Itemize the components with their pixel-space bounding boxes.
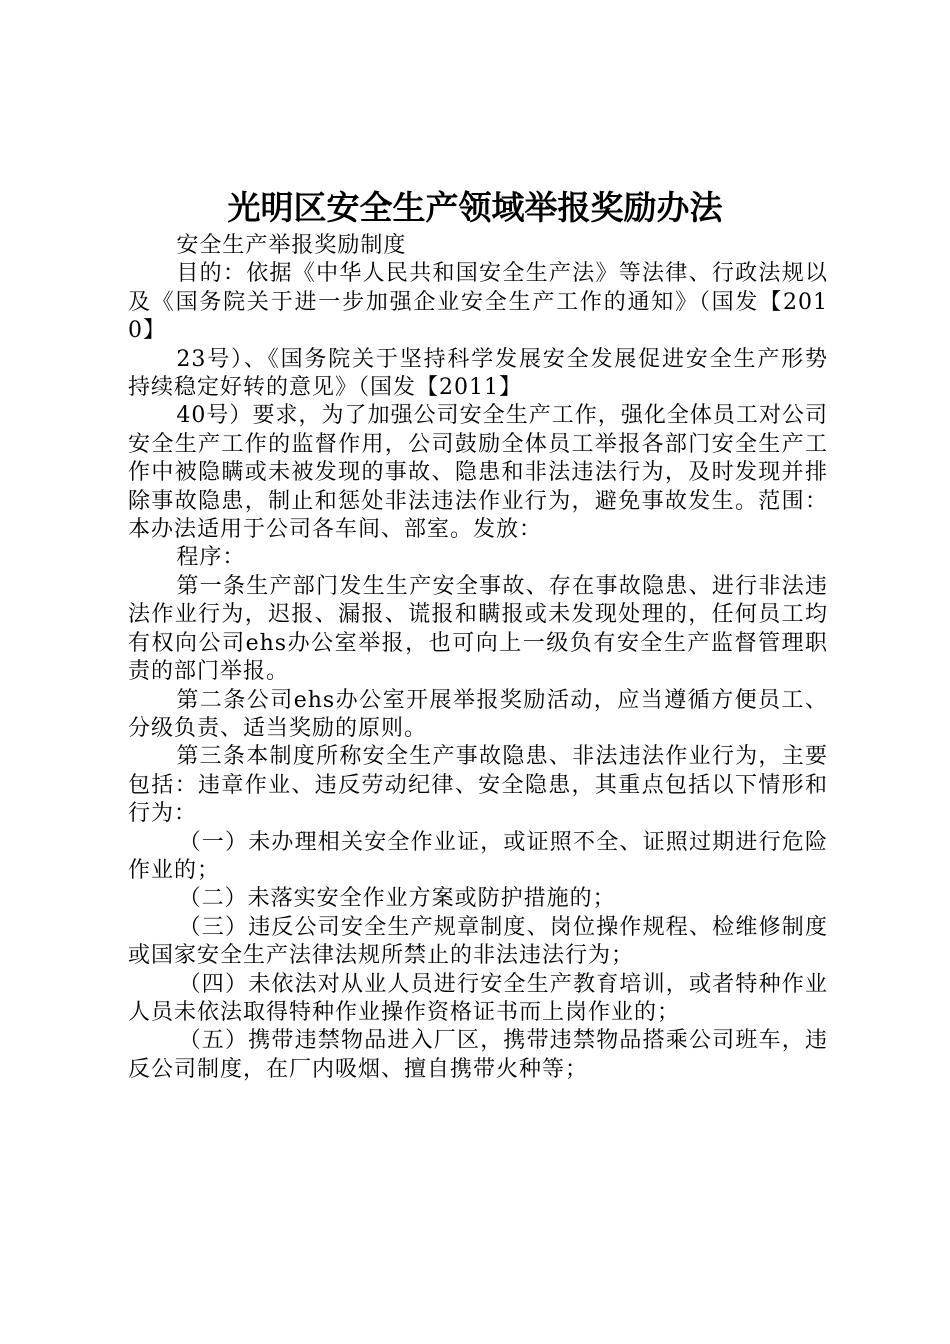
paragraph-subtitle: 安全生产举报奖励制度 [176,233,407,258]
list-item-5: （五）携带违禁物品进入厂区，携带违禁物品搭乘公司班车，违反公司制度，在厂内吸烟、擅自携带火种等； [128,1028,828,1082]
list-item-3: （三）违反公司安全生产规章制度、岗位操作规程、检维修制度或国家安全生产法律法规所禁止的非法违法行为； [128,914,828,969]
paragraph-article-3: 第三条本制度所称安全生产事故隐患、非法违法作业行为，主要包括：违章作业、违反劳动纪律、安全隐患，其重点包括以下情形和行为： [128,744,828,827]
list-item-2: （二）未落实安全作业方案或防护措施的； [178,886,616,912]
paragraph-purpose-cont-1: 23号）、《国务院关于坚持科学发展安全发展促进安全生产形势持续稳定好转的意见》（国发【2011】 [128,346,828,401]
paragraph-purpose: 目的：依据《中华人民共和国安全生产法》等法律、行政法规以及《国务院关于进一步加强企业安全生产工作的通知》（国发【2010】 [128,261,828,344]
paragraph-article-1: 第一条生产部门发生生产安全事故、存在事故隐患、进行非法违法作业行为，迟报、漏报、谎报和瞒报或未发现处理的，任何员工均有权向公司ehs办公室举报，也可向上一级负有安全生产监督管理职责的部门举报。 [128,573,828,685]
document-body [128,232,828,1084]
document-title: 光明区安全生产领域举报奖励办法 [227,188,723,227]
paragraph-procedure: 程序： [176,545,246,571]
list-item-4: （四）未依法对从业人员进行安全生产教育培训，或者特种作业人员未依法取得特种作业操作资格证书而上岗作业的； [128,971,828,1025]
paragraph-purpose-cont-2: 40号）要求，为了加强公司安全生产工作，强化全体员工对公司安全生产工作的监督作用，公司鼓励全体员工举报各部门安全生产工作中被隐瞒或未被发现的事故、隐患和非法违法行为，及时发现并排除事故隐患，制止和惩处非法违法作业行为，避免事故发生。范围：本办法适用于公司各车间、部室。发放： [128,403,828,543]
list-item-1: （一）未办理相关安全作业证，或证照不全、证照过期进行危险作业的； [128,829,828,883]
paragraph-article-2: 第二条公司ehs办公室开展举报奖励活动，应当遵循方便员工、分级负责、适当奖励的原则。 [128,687,828,741]
